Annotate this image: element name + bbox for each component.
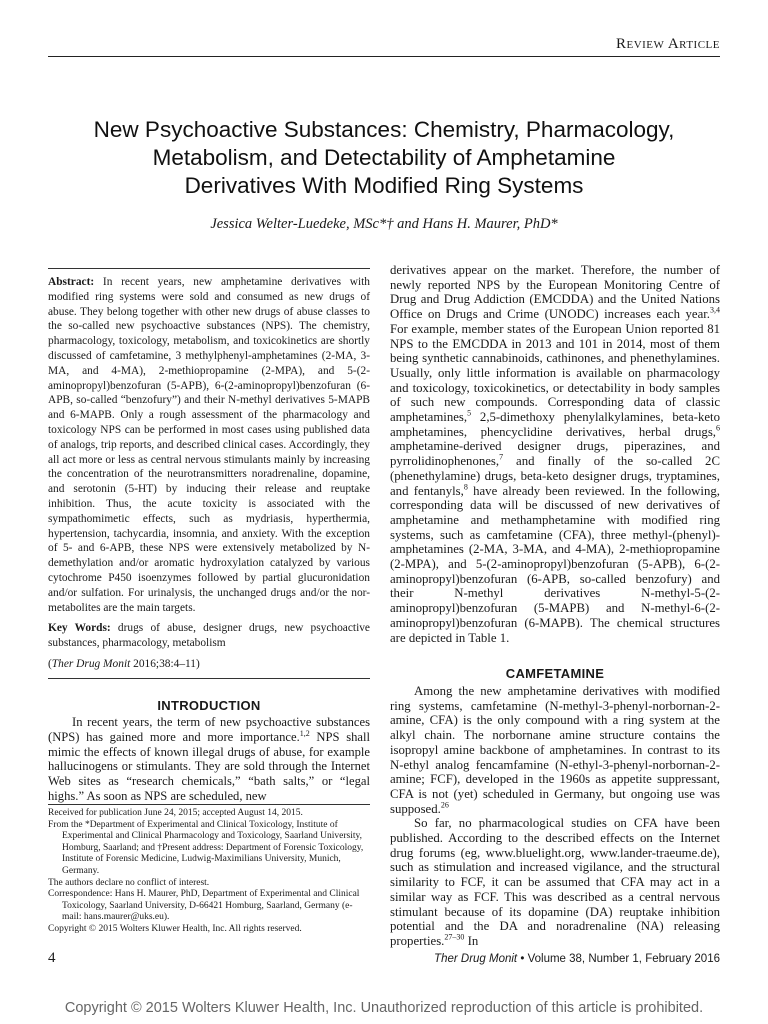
citation: (Ther Drug Monit 2016;38:4–11) (48, 657, 370, 679)
title-line-1: New Psychoactive Substances: Chemistry, Pharmacology, (93, 117, 675, 142)
title-line-2: Metabolism, and Detectability of Amphetamine (152, 145, 616, 170)
right-paragraph-1: derivatives appear on the market. Therefore, the number of newly reported NPS by the European Monitoring Centre of Drug and Drug Addiction (EMCDDA) and the United Nations Office on Drugs and Crime (UNODC) increases each year.$^{3,4}$ For example, member states of the European Union reported 81 NPS to the EMCDDA in 2013 and 101 in 2014, most of them being synthetic cannabinoids, cathinones, and phenethylamines. Usually, only little information is available on pharmacology and toxicology, toxicokinetics, or detectability in body samples of such new compounds. Corresponding data of classic amphetamines,$^5$ 2,5-dimethoxy phenylalkylamines, beta-keto amphetamines, phencyclidine derivatives, herbal drugs,$^6$ amphetamine-derived designer drugs, piperazines, and pyrrolidinophenones,$^7$ and finally of the so-called 2C (phenethylamine) drugs, beta-keto designer drugs, tryptamines, and fentanyls,$^8$ have already been reviewed. In the following, corresponding data will be discussed of new derivatives of amphetamine and methamphetamine with modified ring systems, such as camfetamine (CFA), three methyl-(phenyl)-amphetamines (2-MA, 3-MA, and 4-MA), 2-methiopropamine (2-MPA), and 5-(2-aminopropyl)benzofuran (5-APB), 6-(2-aminopropyl)benzofuran (6-APB, so-called benzofury) and their N-methyl derivatives N-methyl-5-(2-aminopropyl)benzofuran (5-MAPB) and N-methyl-6-(2-aminopropyl)benzofuran (6-MAPB). The chemical structures are depicted in Table 1. (390, 263, 720, 645)
journal-footer (434, 953, 720, 965)
footer-bullet: • (520, 953, 525, 965)
footnote-copyright: Copyright © 2015 Wolters Kluwer Health, Inc. All rights reserved. (48, 923, 302, 934)
citation-journal: Ther Drug Monit (51, 657, 131, 670)
abstract-label: Abstract: (48, 276, 95, 288)
keywords-text: drugs of abuse, designer drugs, new psychoactive substances, pharmacology, metabolism (48, 622, 370, 650)
page-number: 4 (48, 950, 56, 966)
footnote-received: Received for publication June 24, 2015; accepted August 14, 2015. (48, 808, 303, 818)
left-column (48, 268, 370, 803)
authors: Jessica Welter-Luedeke, MSc*† and Hans H. Maurer, PhD* (210, 216, 558, 232)
footnotes (48, 804, 370, 936)
keywords-label: Key Words: (48, 622, 111, 635)
footer-volume: Volume 38, Number 1, February 2016 (527, 953, 720, 965)
right-column (390, 263, 720, 949)
abstract (48, 268, 370, 615)
right-paragraph-2: Among the new amphetamine derivatives with modified ring systems, camfetamine (N-methyl-3-phenyl-norbornan-2-amine, CFA) is the only compound with a ring system at the alkyl chain. The norbornane amine structure contains the isopropyl amine backbone of amphetamines. In contrast to its N-ethyl analog fencamfamine (N-ethyl-3-phenyl-norbornan-2-amine; FCF), developed in the 1960s as appetite suppressant, CFA is not (yet) scheduled in Germany, but ongoing use was supposed.$^{26}$ (390, 683, 720, 816)
introduction-heading: INTRODUCTION (157, 697, 261, 713)
camfetamine-heading: CAMFETAMINE (505, 666, 605, 682)
footnote-correspondence: Correspondence: Hans H. Maurer, PhD, Department of Experimental and Clinical Toxicology, Saarland University, D-66421 Homburg, Saarland, Germany (e-mail: hans.maurer@uks.eu). (48, 889, 360, 923)
title-line-3: Derivatives With Modified Ring Systems (184, 173, 584, 198)
article-title (40, 116, 728, 200)
citation-details: 2016;38:4–11) (133, 657, 200, 670)
footer-journal: Ther Drug Monit (434, 953, 518, 965)
footnote-conflict: The authors declare no conflict of interest. (48, 877, 210, 888)
section-label: Review Article (48, 36, 720, 57)
copyright-notice: Copyright © 2015 Wolters Kluwer Health, Inc. Unauthorized reproduction of this article is prohibited. (64, 1000, 704, 1016)
introduction-paragraph: In recent years, the term of new psychoactive substances (NPS) has gained more and more importance.$^{1,2}$ NPS shall mimic the effects of known illegal drugs of abuse, for example hallucinogens or stimulants. They are sold through the Internet Web sites as “research chemicals,” “bath salts,” or “legal highs.” As soon as NPS are scheduled, new (48, 715, 370, 803)
abstract-text: In recent years, new amphetamine derivatives with modified ring systems were sold and consumed as new drugs of abuse. They belong together with other new drugs of abuse classes to the so-called new psychoactive substances (NPS). The chemistry, pharmacology, toxicology, metabolism, and toxicokinetics are shortly discussed of camfetamine, 3 methylphenyl-amphetamines (2-MA, 3-MA, and 4-MA), 2-methiopropamine (2-MPA), and 5-(2-aminopropyl)benzofuran (5-APB), 6-(2-aminopropyl)benzofuran (6-APB, so-called “benzofury”) and their N-methyl derivatives 5-MAPB and 6-MAPB. Only a rough assessment of the pharmacology and toxicology NPS can be performed in most cases using published data of analogs, trip reports, and described clinical cases. Accordingly, they all act more or less as central nervous stimulants mainly by increasing the concentration of the neurotransmitters noradrenaline, dopamine, and serotonin (5-HT) by inducing their release and reuptake inhibition. Thus, the acute toxicity is associated with the sympathomimetic effects, such as mydriasis, hyperthermia, hypertension, tachycardia, insomnia, and anxiety. With the exception of 5- and 6-APB, these NPS were extensively metabolized by N-demethylation and/or aromatic hydroxylation catalyzed by various cytochrome P450 isoenzymes followed by partial glucuronidation and/or sulfation. For urinalysis, the unchanged drugs and/or the nor-metabolites are the main targets. (48, 276, 370, 614)
footnote-affiliation: From the *Department of Experimental and Clinical Toxicology, Institute of Experimental and Clinical Pharmacology and Toxicology, Saarland University, Homburg, Saarland; and †Present address: Department of Forensic Toxicology, Institute of Forensic Medicine, Ludwig-Maximilians University, Munich, Germany. (48, 819, 364, 876)
right-paragraph-3: So far, no pharmacological studies on CFA have been published. According to the described effects on the Internet drug forums (eg, www.bluelight.org, www.lander-traeume.de), such as stimulation and increased vigilance, and the structural similarity to FCF, it can be assumed that CFA may act in a similar way as FCF. This was described as a central nervous stimulant because of its dopamine (DA) reuptake inhibition potential and the DA and noradrenaline (NA) releasing properties.$^{27-30}$ In (390, 816, 720, 948)
keywords (48, 621, 370, 651)
